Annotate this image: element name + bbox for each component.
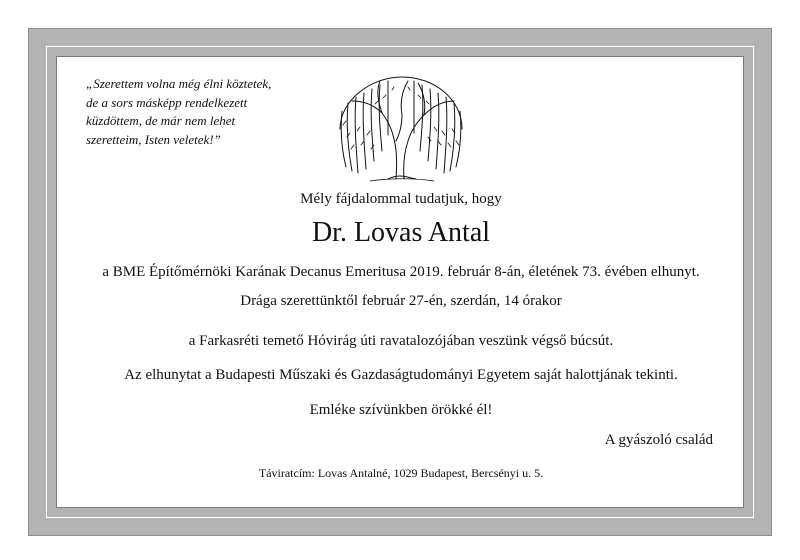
- funeral-location-line: a Farkasréti temető Hóvirág úti ravatalozójában veszünk végső búcsút.: [188, 333, 614, 349]
- obituary-card: [56, 56, 744, 508]
- memory-line: Emléke szívünkben örökké él!: [309, 402, 493, 418]
- deceased-name: Dr. Lovas Antal: [311, 217, 491, 248]
- memorial-quote: „Szerettem volna még élni köztetek, de a sors másképp rendelkezett küzdöttem, de már nem lehet szeretteim, Isten veletek!”: [86, 76, 272, 147]
- university-line: Az elhunytat a Budapesti Műszaki és Gazdaságtudományi Egyetem saját halottjának tekinti.: [124, 367, 678, 383]
- signature: A gyászoló család: [604, 432, 713, 448]
- funeral-date-line: Drága szerettünktől február 27-én, szerdán, 14 órakor: [240, 293, 562, 309]
- willow-tree-icon: [330, 71, 472, 187]
- intro-text: Mély fájdalommal tudatjuk, hogy: [300, 191, 502, 207]
- telegram-address: Táviratcím: Lovas Antalné, 1029 Budapest, Bercsényi u. 5.: [258, 466, 544, 480]
- announcement-line: a BME Építőmérnöki Karának Decanus Emeritusa 2019. február 8-án, életének 73. évében elhunyt.: [102, 264, 700, 280]
